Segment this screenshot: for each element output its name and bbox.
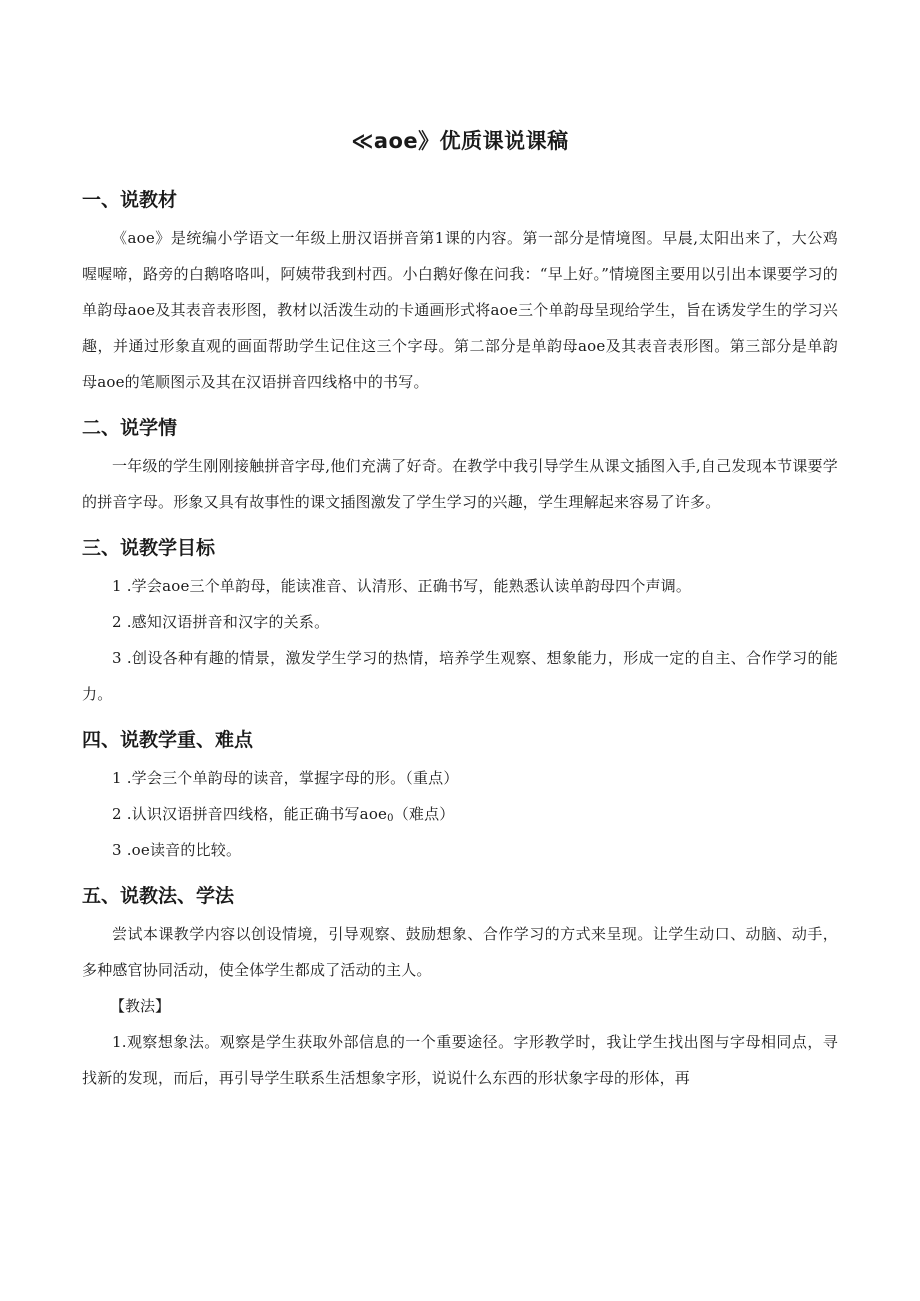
list-item-tail: （难点） [393, 805, 455, 823]
section-heading: 一、说教材 [82, 189, 178, 211]
section-heading: 三、说教学目标 [82, 537, 216, 559]
paragraph: 一年级的学生刚刚接触拼音字母,他们充满了好奇。在教学中我引导学生从课文插图入手,自己发现本节课要学的拼音字母。形象又具有故事性的课文插图激发了学生学习的兴趣，学生理解起来容易了许多。 [82, 457, 838, 511]
section-learners [82, 414, 838, 520]
subsection-label: 【教法】 [110, 997, 171, 1015]
section-key-points [82, 726, 838, 868]
list-item: 2 .感知汉语拼音和汉字的关系。 [112, 613, 330, 631]
subscript: 0 [387, 813, 394, 824]
list-item-text: 2 .认识汉语拼音四线格，能正确书写aoe [112, 805, 388, 823]
section-objectives [82, 534, 838, 712]
list-item: 3 .oe读音的比较。 [112, 841, 242, 859]
list-item: 3 .创设各种有趣的情景，激发学生学习的热情，培养学生观察、想象能力，形成一定的自主、合作学习的能力。 [82, 649, 838, 703]
section-heading: 二、说学情 [82, 417, 178, 439]
section-heading: 四、说教学重、难点 [82, 729, 254, 751]
section-methods [82, 882, 838, 1096]
document-body [82, 186, 838, 1096]
paragraph: 《aoe》是统编小学语文一年级上册汉语拼音第1课的内容。第一部分是情境图。早晨,太阳出来了，大公鸡喔喔啼，路旁的白鹅咯咯叫，阿姨带我到村西。小白鹅好像在问我：“早上好。”情境图主要用以引出本课要学习的单韵母aoe及其表音表形图，教材以活泼生动的卡通画形式将aoe三个单韵母呈现给学生，旨在诱发学生的学习兴趣，并通过形象直观的画面帮助学生记住这三个字母。第二部分是单韵母aoe及其表音表形图。第三部分是单韵母aoe的笔顺图示及其在汉语拼音四线格中的书写。 [82, 229, 838, 391]
document-title: ≪aoe》优质课说课稿 [351, 129, 569, 153]
section-textbook [82, 186, 838, 400]
list-item: 1 .学会三个单韵母的读音，掌握字母的形。（重点） [112, 769, 459, 787]
list-item [82, 796, 838, 832]
section-heading: 五、说教法、学法 [82, 885, 235, 907]
paragraph: 尝试本课教学内容以创设情境，引导观察、鼓励想象、合作学习的方式来呈现。让学生动口、动脑、动手，多种感官协同活动，使全体学生都成了活动的主人。 [82, 925, 838, 979]
list-item: 1 .学会aoe三个单韵母，能读准音、认清形、正确书写，能熟悉认读单韵母四个声调。 [112, 577, 692, 595]
paragraph: 1.观察想象法。观察是学生获取外部信息的一个重要途径。字形教学时，我让学生找出图与字母相同点，寻找新的发现，而后，再引导学生联系生活想象字形，说说什么东西的形状象字母的形体，再 [82, 1033, 838, 1087]
